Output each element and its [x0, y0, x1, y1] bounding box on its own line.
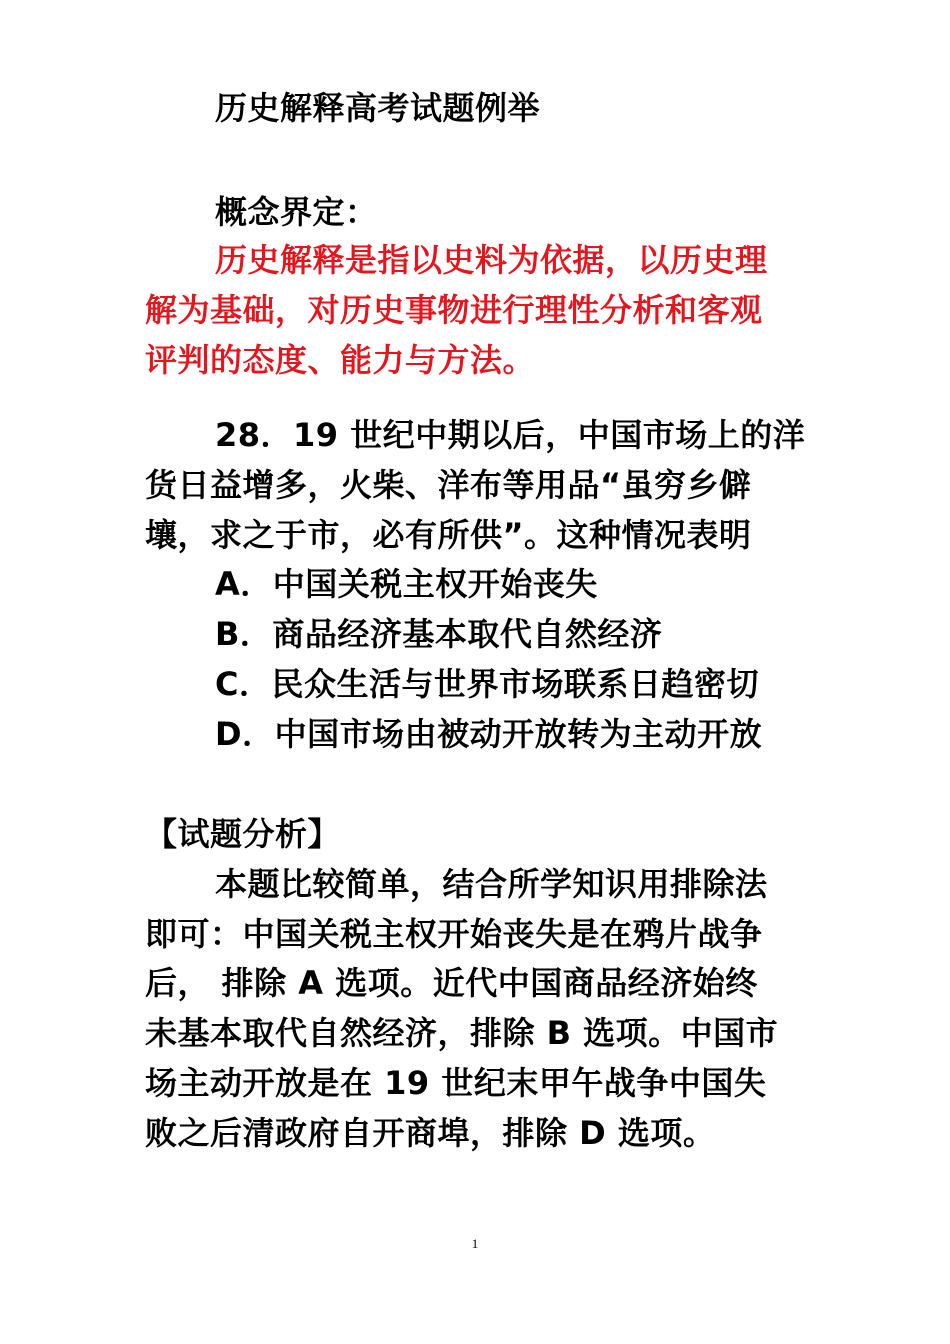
option-d: D．中国市场由被动开放转为主动开放 [215, 715, 763, 753]
definition-line: 解为基础，对历史事物进行理性分析和客观 [145, 291, 763, 329]
definition-line: 评判的态度、能力与方法。 [145, 341, 536, 379]
definition-line: 历史解释是指以史料为依据，以历史理 [215, 241, 768, 279]
definition-heading: 概念界定： [215, 193, 378, 231]
analysis-line: 即可：中国关税主权开始丧失是在鸦片战争 [145, 915, 763, 953]
option-a: A．中国关税主权开始丧失 [215, 565, 598, 603]
option-c: C．民众生活与世界市场联系日趋密切 [215, 665, 759, 703]
analysis-heading: 【试题分析】 [145, 815, 341, 853]
analysis-line: 败之后清政府自开商埠，排除 D 选项。 [145, 1114, 716, 1152]
page-number: 1 [471, 1236, 479, 1251]
question-stem-line: 28．19 世纪中期以后，中国市场上的洋 [215, 416, 806, 454]
question-stem-line: 壤，求之于市，必有所供”。这种情况表明 [145, 516, 752, 554]
document-title: 历史解释高考试题例举 [215, 89, 541, 127]
analysis-line: 后， 排除 A 选项。近代中国商品经济始终 [145, 964, 758, 1002]
analysis-line: 未基本取代自然经济，排除 B 选项。中国市 [145, 1014, 779, 1052]
analysis-line: 本题比较简单，结合所学知识用排除法 [215, 865, 768, 903]
option-b: B．商品经济基本取代自然经济 [215, 615, 663, 653]
analysis-line: 场主动开放是在 19 世纪末甲午战争中国失 [145, 1064, 767, 1102]
question-stem-line: 货日益增多，火柴、洋布等用品“虽穷乡僻 [145, 466, 752, 504]
